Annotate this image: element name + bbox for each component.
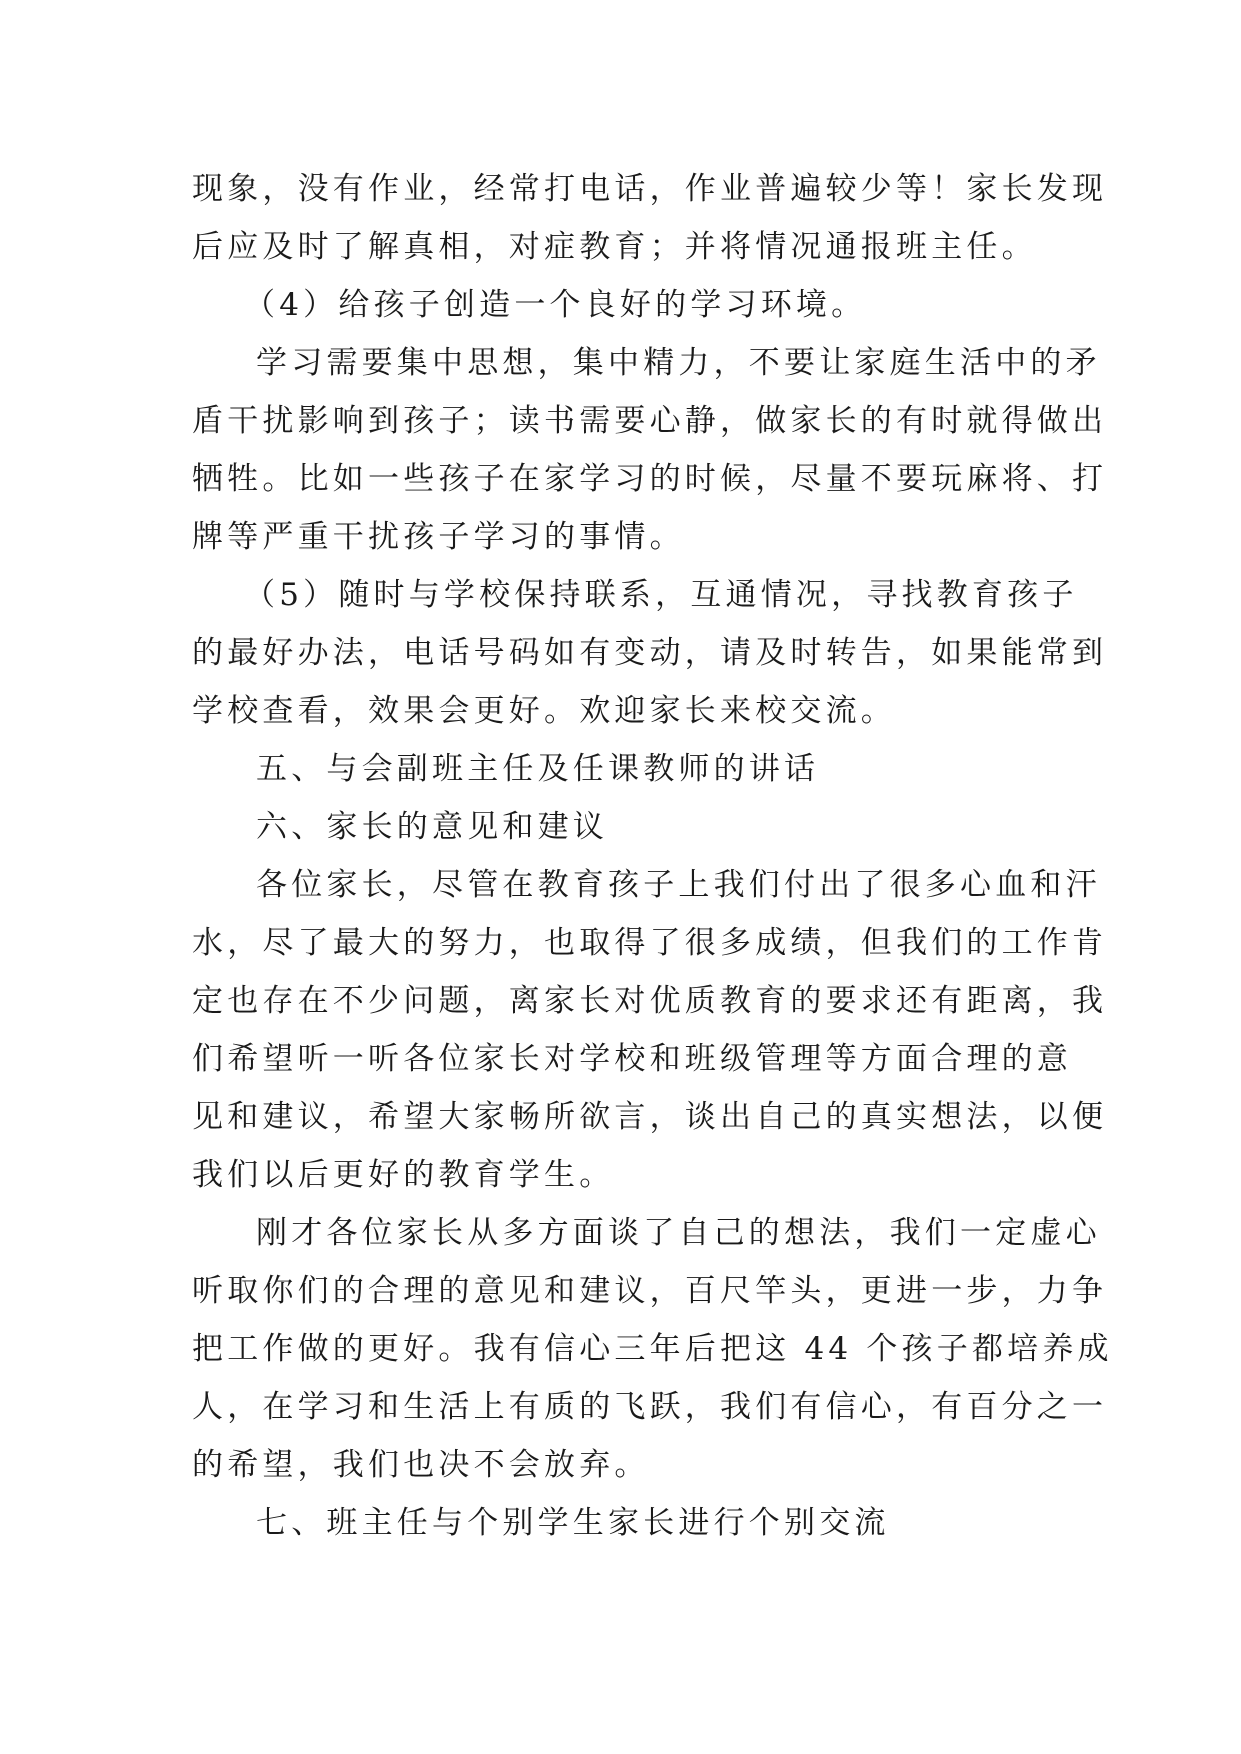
text-line: 定也存在不少问题，离家长对优质教育的要求还有距离，我 (192, 983, 1108, 1019)
text-line: 盾干扰影响到孩子；读书需要心静，做家长的有时就得做出 (192, 403, 1108, 439)
section-heading-six (192, 798, 1050, 856)
paragraph-item-4-heading (192, 276, 1050, 334)
text-line: 把工作做的更好。我有信心三年后把这 44 个孩子都培养成 (192, 1331, 1113, 1367)
text-line: 后应及时了解真相，对症教育；并将情况通报班主任。 (192, 229, 1037, 265)
paragraph-item-5-contact-school (192, 566, 1108, 740)
text-line: 我们以后更好的教育学生。 (192, 1157, 615, 1193)
text-line: 牌等严重干扰孩子学习的事情。 (192, 519, 685, 555)
paragraph-homework-observation (192, 160, 1108, 276)
text-line: 学校查看，效果会更好。欢迎家长来校交流。 (192, 693, 896, 729)
text-line: 见和建议，希望大家畅所欲言，谈出自己的真实想法，以便 (192, 1099, 1108, 1135)
text-line: 水，尽了最大的努力，也取得了很多成绩，但我们的工作肯 (192, 925, 1108, 961)
paragraph-closing-commitment (192, 1204, 1113, 1494)
text-line: 学习需要集中思想，集中精力，不要让家庭生活中的矛 (256, 345, 1101, 381)
section-heading-seven (192, 1494, 1050, 1552)
text-line: 五、与会副班主任及任课教师的讲话 (256, 751, 820, 787)
text-line: 牺牲。比如一些孩子在家学习的时候，尽量不要玩麻将、打 (192, 461, 1108, 497)
section-heading-five (192, 740, 1050, 798)
text-line: 听取你们的合理的意见和建议，百尺竿头，更进一步，力争 (192, 1273, 1108, 1309)
text-line: 刚才各位家长从多方面谈了自己的想法，我们一定虚心 (256, 1215, 1101, 1251)
text-line: 六、家长的意见和建议 (256, 809, 608, 845)
text-line: 现象，没有作业，经常打电话，作业普遍较少等！家长发现 (192, 171, 1108, 207)
text-line: （5）随时与学校保持联系，互通情况，寻找教育孩子 (244, 577, 1078, 613)
text-line: 的希望，我们也决不会放弃。 (192, 1447, 650, 1483)
paragraph-parent-suggestions (192, 856, 1108, 1204)
document-body (192, 160, 1113, 1552)
text-line: 的最好办法，电话号码如有变动，请及时转告，如果能常到 (192, 635, 1108, 671)
text-line: 人，在学习和生活上有质的飞跃，我们有信心，有百分之一 (192, 1389, 1108, 1425)
text-line: 各位家长，尽管在教育孩子上我们付出了很多心血和汗 (256, 867, 1101, 903)
text-line: 们希望听一听各位家长对学校和班级管理等方面合理的意 (192, 1041, 1072, 1077)
text-line: （4）给孩子创造一个良好的学习环境。 (244, 287, 867, 323)
text-line: 七、班主任与个别学生家长进行个别交流 (256, 1505, 890, 1541)
paragraph-study-environment (192, 334, 1108, 566)
